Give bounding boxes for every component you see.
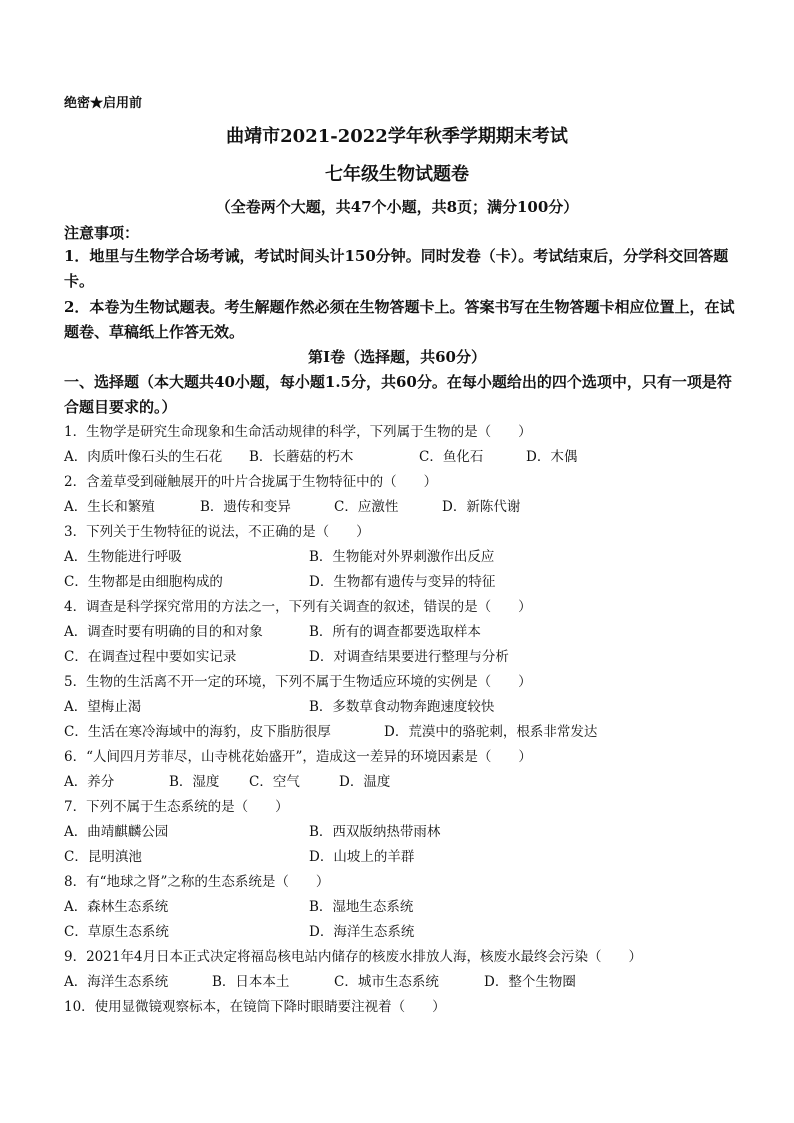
exam-subtitle: 七年级生物试题卷: [325, 164, 469, 185]
option-row: [64, 545, 744, 570]
option-b: B．所有的调查都要选取样本: [309, 624, 481, 640]
option-d: D．新陈代谢: [442, 499, 521, 515]
question-stem: [64, 520, 744, 545]
option-d: D．荒漠中的骆驼刺，根系非常发达: [384, 724, 598, 740]
option-row: [64, 770, 744, 795]
question-stem: [64, 470, 744, 495]
question-stem: [64, 870, 744, 895]
option-row: [64, 845, 744, 870]
option-b: B．湿地生态系统: [309, 899, 414, 915]
note-item: 1．地里与生物学合场考诫，考试时间头计150分钟。同时发卷（卡）。考试结束后，分学科交回答题卡。: [64, 247, 729, 290]
question-text: 5．生物的生活离不开一定的环境，下列不属于生物适应环境的实例是（ ）: [64, 674, 532, 690]
option-c: C．生活在寒冷海域中的海豹，皮下脂肪很厚: [64, 724, 331, 740]
option-row: [64, 695, 744, 720]
exam-title: 曲靖市2021-2022学年秋季学期期末考试: [226, 126, 568, 147]
question-text: 9．2021年4月日本正式决定将福岛核电站内储存的核废水排放人海，核废水最终会污染（ ）: [64, 949, 643, 965]
option-a: A．调查时要有明确的目的和对象: [64, 624, 263, 640]
option-b: B．湿度: [169, 774, 220, 790]
option-a: A．海洋生态系统: [64, 974, 169, 990]
option-d: D．生物都有遗传与变异的特征: [309, 574, 496, 590]
option-d: D．木偶: [526, 449, 578, 465]
question-text: 4．调查是科学探究常用的方法之一，下列有关调查的叙述，错误的是（ ）: [64, 599, 532, 615]
option-a: A．森林生态系统: [64, 899, 169, 915]
option-row: [64, 970, 744, 995]
confidential-mark: 绝密★启用前: [64, 96, 143, 111]
option-a: A．生物能进行呼吸: [64, 549, 182, 565]
question-stem: [64, 420, 744, 445]
option-a: A．望梅止渴: [64, 699, 142, 715]
option-c: C．草原生态系统: [64, 924, 169, 940]
notes-title: 注意事项：: [64, 224, 140, 242]
question-text: 10．使用显微镜观察标本，在镜筒下降时眼睛要注视着（ ）: [64, 999, 446, 1015]
question-text: 3．下列关于生物特征的说法，不正确的是（ ）: [64, 524, 370, 540]
option-a: A．生长和繁殖: [64, 499, 155, 515]
section-heading: 一、选择题（本大题共40小题，每小题1.5分，共60分。在每小题给出的四个选项中，只有一项是符合题目要求的。）: [64, 373, 732, 416]
option-row: [64, 620, 744, 645]
question-text: 1．生物学是研究生命现象和生命活动规律的科学，下列属于生物的是（ ）: [64, 424, 532, 440]
option-c: C．生物都是由细胞构成的: [64, 574, 223, 590]
option-b: B．多数草食动物奔跑速度较快: [309, 699, 495, 715]
option-a: A．曲靖麒麟公园: [64, 824, 169, 840]
option-d: D．对调查结果要进行整理与分析: [309, 649, 509, 665]
option-d: D．整个生物圈: [484, 974, 576, 990]
option-b: B．生物能对外界刺激作出反应: [309, 549, 495, 565]
question-text: 7．下列不属于生态系统的是（ ）: [64, 799, 289, 815]
option-d: D．海洋生态系统: [309, 924, 415, 940]
option-b: B．长蘑菇的朽木: [249, 449, 354, 465]
exam-info: （全卷两个大题，共47个小题，共8页；满分100分）: [215, 198, 579, 216]
question-text: 6．“人间四月芳菲尽，山寺桃花始盛开”，造成这一差异的环境因素是（ ）: [64, 749, 532, 765]
option-row: [64, 645, 744, 670]
option-c: C．在调查过程中要如实记录: [64, 649, 237, 665]
question-text: 2．含羞草受到碰触展开的叶片合拢属于生物特征中的（ ）: [64, 474, 438, 490]
option-c: C．城市生态系统: [334, 974, 439, 990]
question-stem: [64, 670, 744, 695]
question-text: 8．有“地球之肾”之称的生态系统是（ ）: [64, 874, 330, 890]
option-d: D．山坡上的羊群: [309, 849, 415, 865]
question-list: [64, 420, 744, 1020]
note-item: 2．本卷为生物试题表。考生解题作然必须在生物答题卡上。答案书写在生物答题卡相应位置上，在试题卷、草稿纸上作答无效。: [64, 298, 735, 341]
part-heading: 第Ⅰ卷（选择题，共60分）: [308, 348, 486, 366]
question-stem: [64, 745, 744, 770]
option-row: [64, 495, 744, 520]
option-row: [64, 445, 744, 470]
option-row: [64, 895, 744, 920]
option-b: B．西双版纳热带雨林: [309, 824, 441, 840]
option-c: C．鱼化石: [419, 449, 484, 465]
option-c: C．空气: [249, 774, 300, 790]
option-c: C．昆明滇池: [64, 849, 142, 865]
option-row: [64, 720, 744, 745]
option-row: [64, 820, 744, 845]
question-stem: [64, 795, 744, 820]
question-stem: [64, 595, 744, 620]
option-b: B．遗传和变异: [200, 499, 291, 515]
question-stem: [64, 995, 744, 1020]
option-b: B．日本本土: [212, 974, 290, 990]
option-a: A．肉质叶像石头的生石花: [64, 449, 223, 465]
question-stem: [64, 945, 744, 970]
option-a: A．养分: [64, 774, 115, 790]
option-row: [64, 570, 744, 595]
option-d: D．温度: [339, 774, 391, 790]
option-c: C．应激性: [334, 499, 399, 515]
option-row: [64, 920, 744, 945]
